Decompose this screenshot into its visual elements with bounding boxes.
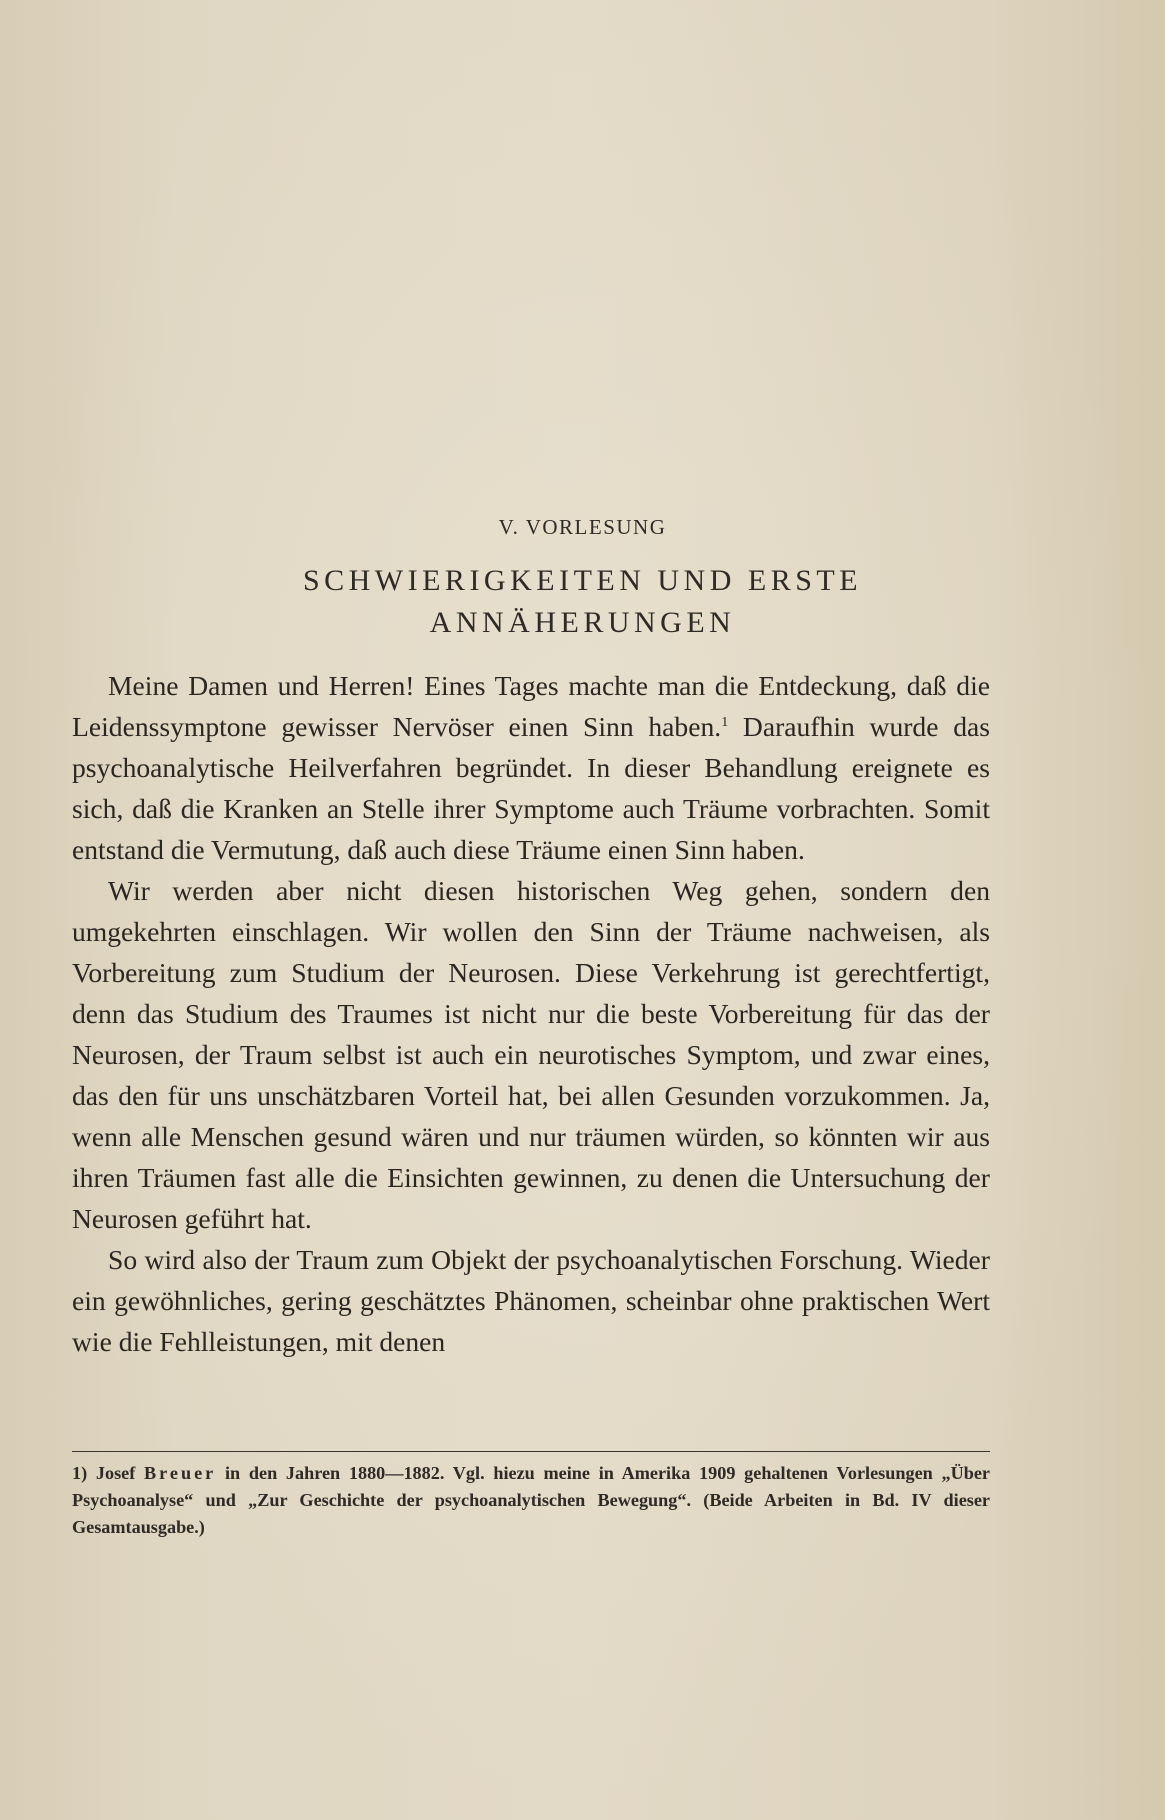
paragraph-3: So wird also der Traum zum Objekt der psychoanalytischen Forschung. Wieder ein gewöhnliches, gering geschätztes Phänomen, scheinbar ohne praktischen Wert wie die Fehlleistungen, mit denen <box>72 1244 990 1357</box>
footnote-marker: 1) <box>72 1463 88 1483</box>
chapter-number: V. VORLESUNG <box>498 515 667 539</box>
chapter-title <box>0 560 1165 644</box>
chapter-title-line-2: ANNÄHERUNGEN <box>429 606 736 639</box>
paragraph-2: Wir werden aber nicht diesen historischen Weg gehen, sondern den umgekehrten einschlagen. Wir wollen den Sinn der Träume nachweisen, als Vorbereitung zum Studium der Neurosen. Diese Verkehrung ist gerechtfertigt, denn das Studium des Traumes ist nicht nur die beste Vorbereitung für das der Neurosen, der Traum selbst ist auch ein neurotisches Symptom, und zwar eines, das den für uns unschätzbaren Vorteil hat, bei allen Gesunden vorzukommen. Ja, wenn alle Menschen gesund wären und nur träumen würden, so könnten wir aus ihren Träumen fast alle die Einsichten gewinnen, zu denen die Untersuchung der Neurosen geführt hat. <box>72 875 990 1234</box>
paragraph-1 <box>72 665 990 870</box>
paragraph-1-part-2: Daraufhin wurde das psychoanalytische Heilverfahren begründet. In dieser Behandlung ereignete es sich, daß die Kranken an Stelle ihrer Symptome auch Träume vorbrachten. Somit entstand die Vermutung, daß auch diese Träume einen Sinn haben. <box>72 711 990 865</box>
footnote-author-name: Breuer <box>144 1463 217 1483</box>
footnote-text-2: in den Jahren 1880—1882. Vgl. hiezu meine in Amerika 1909 gehaltenen Vorlesungen „Über Psychoanalyse“ und „Zur Geschichte der psychoanalytischen Bewegung“. (Beide Arbeiten in Bd. IV dieser Gesamtausgabe.) <box>72 1463 990 1537</box>
body-text <box>72 665 990 1362</box>
footnote-divider <box>72 1451 990 1452</box>
footnote-text-1: Josef <box>87 1463 145 1483</box>
paragraph-1-part-1: Meine Damen und Herren! Eines Tages machte man die Entdeckung, daß die Leidenssymptone gewisser Nervöser einen Sinn haben. <box>72 670 990 742</box>
footnote-reference: 1 <box>721 714 729 730</box>
chapter-title-line-1: SCHWIERIGKEITEN UND ERSTE <box>302 564 863 597</box>
footnote <box>72 1460 990 1541</box>
